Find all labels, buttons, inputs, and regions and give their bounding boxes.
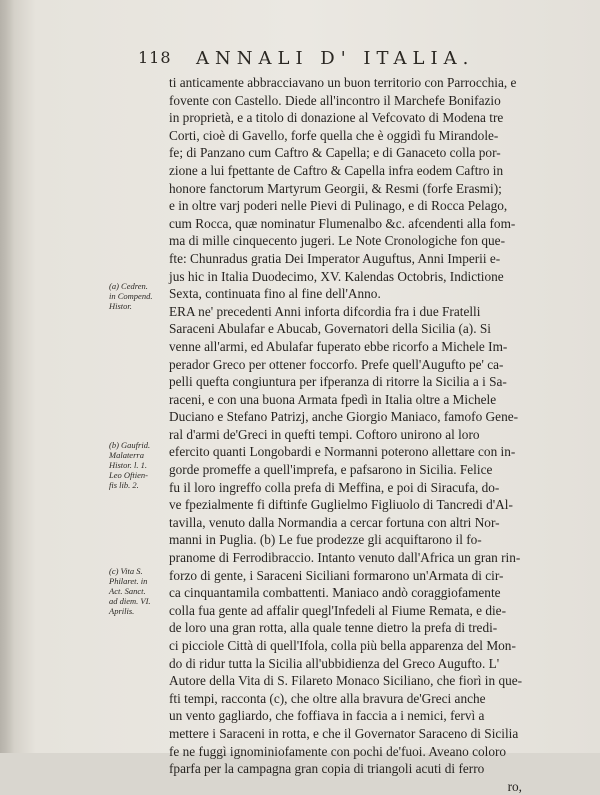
margin-note-b xyxy=(109,440,167,490)
text-line: fe; di Panzano cum Caftro & Capella; e di Ganaceto colla por- xyxy=(169,145,501,161)
margin-note-line: ad diem. VI. xyxy=(109,596,151,606)
text-line: ve fpezialmente fi diftinfe Guglielmo Figliuolo di Tancredi d'Al- xyxy=(169,497,513,513)
text-line: un vento gagliardo, che foffiava in faccia a i nemici, fervì a xyxy=(169,708,485,724)
text-line: fe ne fuggì ignominiofamente con pochi de'fuoi. Aveano coloro xyxy=(169,743,507,759)
text-line: colla fua gente ad affalir quegl'Infedeli al Fiume Remata, e die- xyxy=(169,602,507,618)
text-line: in proprietà, e a titolo di donazione al Vefcovato di Modena tre xyxy=(169,110,504,126)
text-line: Autore della Vita di S. Filareto Monaco Siciliano, che fiorì in que- xyxy=(169,673,523,689)
margin-note-line: (a) Cedren. xyxy=(109,281,148,291)
margin-note-line: Act. Sanct. xyxy=(109,586,146,596)
running-title: ANNALI D' ITALIA. xyxy=(196,48,475,69)
margin-note-line: Malaterra xyxy=(109,450,144,460)
main-text-column xyxy=(169,74,526,795)
margin-note-c xyxy=(109,566,167,616)
text-line: fte: Chunradus gratia Dei Imperator Auguftus, Anni Imperii e- xyxy=(169,250,501,266)
text-line: ti anticamente abbracciavano un buon territorio con Parrocchia, e xyxy=(169,75,517,90)
text-line: gorde promeffe a quell'imprefa, e pafsarono in Sicilia. Felice xyxy=(169,462,493,478)
page-number: 118 xyxy=(138,48,172,67)
text-line: zione a lui fpettante de Caftro & Capella infra eodem Caftro in xyxy=(169,162,504,178)
text-line: raceni, e con una buona Armata fpedì in Italia oltre a Michele xyxy=(169,391,497,407)
text-line: ral d'armi de'Greci in quefti tempi. Coftoro unirono al loro xyxy=(169,426,480,442)
text-line: fu il loro ingreffo colla prefa di Meffina, e poi di Siracufa, do- xyxy=(169,479,500,495)
margin-note-line: Philaret. in xyxy=(109,576,148,586)
text-line: de loro una gran rotta, alla quale tenne dietro la prefa di tredi- xyxy=(169,620,498,636)
text-line: Saraceni Abulafar e Abucab, Governatori della Sicilia (a). Si xyxy=(169,321,491,337)
text-line: ERA ne' precedenti Anni inforta difcordia fra i due Fratelli xyxy=(169,303,481,319)
margin-note-line: (c) Vita S. xyxy=(109,566,143,576)
text-line: honore fanctorum Martyrum Georgii, & Resmi (forfe Erasmi); xyxy=(169,180,502,196)
text-line: tavilla, venuto dalla Normandia a cercar fortuna con altri Nor- xyxy=(169,514,500,530)
text-line: jus hic in Italia Duodecimo, XV. Kalendas Octobris, Indictione xyxy=(169,268,504,284)
text-line: fovente con Castello. Diede all'incontro il Marchefe Bonifazio xyxy=(169,92,501,108)
text-line: efercito quanti Longobardi e Normanni poterono allettare con in- xyxy=(169,444,516,460)
margin-note-line: fis lib. 2. xyxy=(109,480,139,490)
text-line: cum Rocca, quæ nominatur Flumenalbo &c. afcendenti alla fom- xyxy=(169,215,516,231)
page-gutter-shadow xyxy=(0,0,14,753)
text-line: Corti, cioè di Gavello, forfe quella che è oggidì fu Mirandole- xyxy=(169,127,499,143)
margin-note-line: Histor. l. 1. xyxy=(109,460,148,470)
text-line: pelli quefta congiuntura per ifperanza di ritorre la Sicilia a i Sa- xyxy=(169,374,507,390)
margin-note-line: in Compend. xyxy=(109,291,153,301)
margin-note-line: Histor. xyxy=(109,301,132,311)
text-line: Duciano e Stefano Patrizj, anche Giorgio Maniaco, famofo Gene- xyxy=(169,409,519,425)
page-header xyxy=(138,48,478,70)
catchword: ro, xyxy=(507,778,522,794)
text-line: fparfa per la campagna gran copia di triangoli acuti di ferro xyxy=(169,761,485,777)
text-line: pranome di Ferrodibraccio. Intanto venuto dall'Africa un gran rin- xyxy=(169,550,521,566)
margin-note-line: (b) Gaufrid. xyxy=(109,440,151,450)
text-line: ci picciole Città di quell'Ifola, colla più bella apparenza del Mon- xyxy=(169,638,516,653)
text-line: fti tempi, racconta (c), che oltre alla bravura de'Greci anche xyxy=(169,690,486,706)
margin-note-line: Leo Oftien- xyxy=(109,470,148,480)
text-line: mettere i Saraceni in rotta, e che il Governator Saraceno di Sicilia xyxy=(169,725,519,741)
text-line: e in oltre varj poderi nelle Pievi di Pulinago, e di Rocca Pelago, xyxy=(169,198,508,214)
margin-note-a xyxy=(109,281,167,311)
text-line: do di ridur tutta la Sicilia all'ubbidienza del Greco Augufto. L' xyxy=(169,655,500,671)
text-line: ca cinquantamila combattenti. Maniaco andò coraggiofamente xyxy=(169,585,501,601)
text-line: venne all'armi, ed Abulafar fuperato ebbe ricorfo a Michele Im- xyxy=(169,338,508,354)
text-line: forzo di gente, i Saraceni Siciliani formarono un'Armata di cir- xyxy=(169,567,504,583)
text-line: ma di mille cinquecento jugeri. Le Note Cronologiche fon que- xyxy=(169,233,506,249)
text-line: perador Greco per ottener foccorfo. Prefe quell'Augufto pe' ca- xyxy=(169,356,504,372)
margin-note-line: Aprilis. xyxy=(109,606,135,616)
text-line: manni in Puglia. (b) Le fue prodezze gli acquiftarono il fo- xyxy=(169,532,482,548)
text-line: Sexta, continuata fino al fine dell'Anno. xyxy=(169,286,381,302)
